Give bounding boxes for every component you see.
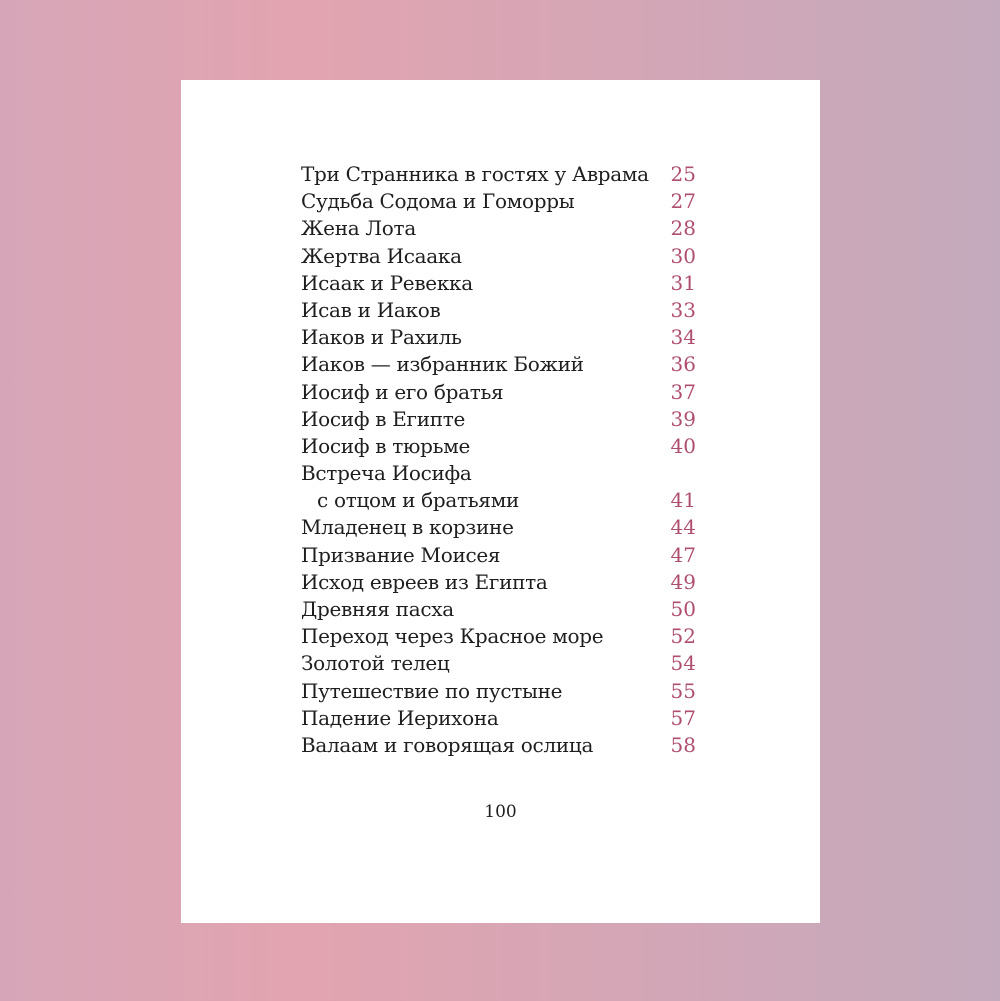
toc-entry-page: 30 [670,243,696,268]
toc-entry-title: Путешествие по пустыне [301,678,563,703]
toc-entry-title: Исав и Иаков [301,297,441,322]
toc-entry-page: 58 [670,732,696,757]
toc-entry [301,488,696,515]
toc-entry [301,597,696,624]
toc-entry-title: Переход через Красное море [301,624,604,649]
toc-entry [301,352,696,379]
toc-entry-page: 40 [670,433,696,458]
toc-entry [301,706,696,733]
toc-entry-page: 36 [670,352,696,377]
toc-entry-page: 52 [670,624,696,649]
toc-entry-title: Три Странника в гостях у Аврама [301,162,649,186]
toc-entry-page: 54 [670,651,696,676]
toc-entry-page: 49 [670,569,696,594]
toc-entry-title: Падение Иерихона [301,705,499,730]
toc-entry-title: Валаам и говорящая ослица [301,732,594,757]
toc-entry [301,515,696,542]
toc-entry-page: 41 [670,488,696,513]
toc-entry [301,216,696,243]
toc-entry-page: 47 [670,542,696,567]
toc-entry-page: 31 [670,270,696,295]
toc-entry-title: Судьба Содома и Гоморры [301,189,575,214]
toc-entry-page: 34 [670,325,696,350]
toc-entry-title: Иосиф и его братья [301,379,504,404]
toc-entry-title: с отцом и братьями [317,488,519,513]
toc-entry [301,733,696,760]
toc-entry [301,651,696,678]
toc-entry-page: 55 [670,678,696,703]
toc-entry [301,380,696,407]
toc-entry-title: Иаков и Рахиль [301,325,462,350]
toc-entry [301,298,696,325]
toc-entry [301,624,696,651]
toc-entry-title: Младенец в корзине [301,515,514,540]
toc-entry [301,407,696,434]
page-number: 100 [484,802,517,822]
toc-entry-page: 27 [670,189,696,214]
toc-entry [301,679,696,706]
toc-entry-page: 37 [670,379,696,404]
toc-entry-title: Исход евреев из Египта [301,569,548,594]
toc-entry [301,325,696,352]
toc-entry-title: Иосиф в Египте [301,406,466,431]
toc-entry-title: Золотой телец [301,651,450,676]
toc-entry-title: Жена Лота [301,216,416,241]
toc-entry-page: 57 [670,705,696,730]
toc-entry [301,244,696,271]
toc-entry [301,162,696,189]
toc-entry-title: Жертва Исаака [301,243,462,268]
toc-entry-title: Встреча Иосифа [301,461,472,486]
toc-entry-title: Древняя пасха [301,597,454,621]
toc-entry [301,543,696,570]
toc-entry [301,570,696,597]
toc-entry-page: 33 [670,297,696,322]
toc-entry [301,461,696,488]
toc-entry [301,434,696,461]
toc-entry-page: 50 [670,597,696,621]
toc-entry-page: 39 [670,406,696,431]
toc-entry-page: 25 [670,162,696,186]
toc-entry-title: Призвание Моисея [301,542,501,567]
book-page [181,80,820,923]
toc-entry-page: 28 [670,216,696,241]
toc-entry [301,189,696,216]
toc-entry-title: Иосиф в тюрьме [301,433,471,458]
table-of-contents [301,162,696,760]
toc-entry-title: Исаак и Ревекка [301,270,473,295]
toc-entry-page: 44 [670,515,696,540]
toc-entry-title: Иаков — избранник Божий [301,352,584,377]
toc-entry [301,271,696,298]
